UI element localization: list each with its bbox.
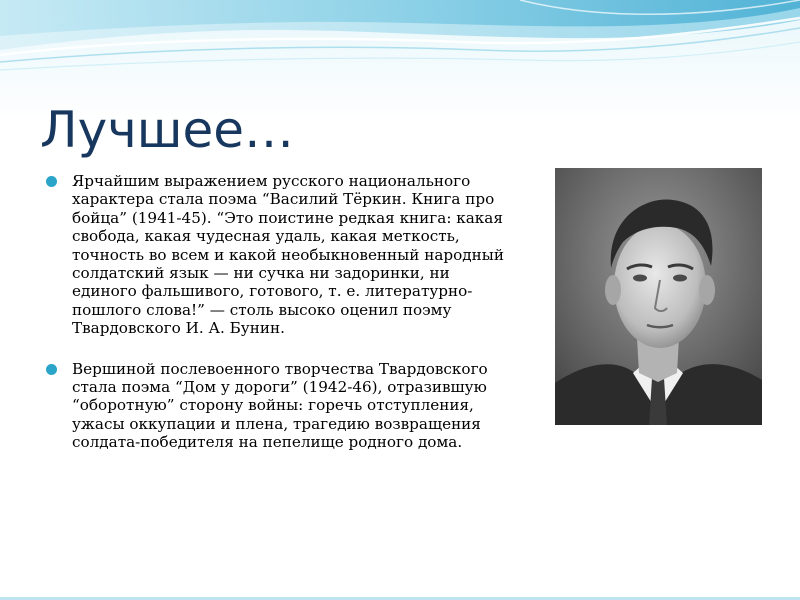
bullet-dot-icon [46, 176, 57, 187]
slide-title: Лучшее… [40, 101, 295, 159]
bullet-paragraph-terkin [46, 172, 516, 338]
paragraph-text: Ярчайшим выражением русского национального характера стала поэма “Василий Тёркин. Книга про бойца” (1941-45). “Это поистине редкая книга: какая свобода, какая чудесная удаль, какая меткость, точность во всем и какой необыкновенный народный солдатский язык — ни сучка ни задоринки, ни единого фальшивого, готового, т. е. литературно-пошлого слова!” — столь высоко оценил поэму Твардовского И. А. Бунин. [72, 172, 504, 338]
bullet-paragraph-dom-u-dorogi [46, 360, 516, 452]
slide-content [46, 172, 516, 474]
portrait-photo [555, 168, 762, 425]
bullet-dot-icon [46, 364, 57, 375]
paragraph-text: Вершиной послевоенного творчества Твардовского стала поэма “Дом у дороги” (1942-46), отразившую “оборотную” сторону войны: горечь отступления, ужасы оккупации и плена, трагедию возвращения солдата-победителя на пепелище родного дома. [72, 359, 488, 452]
